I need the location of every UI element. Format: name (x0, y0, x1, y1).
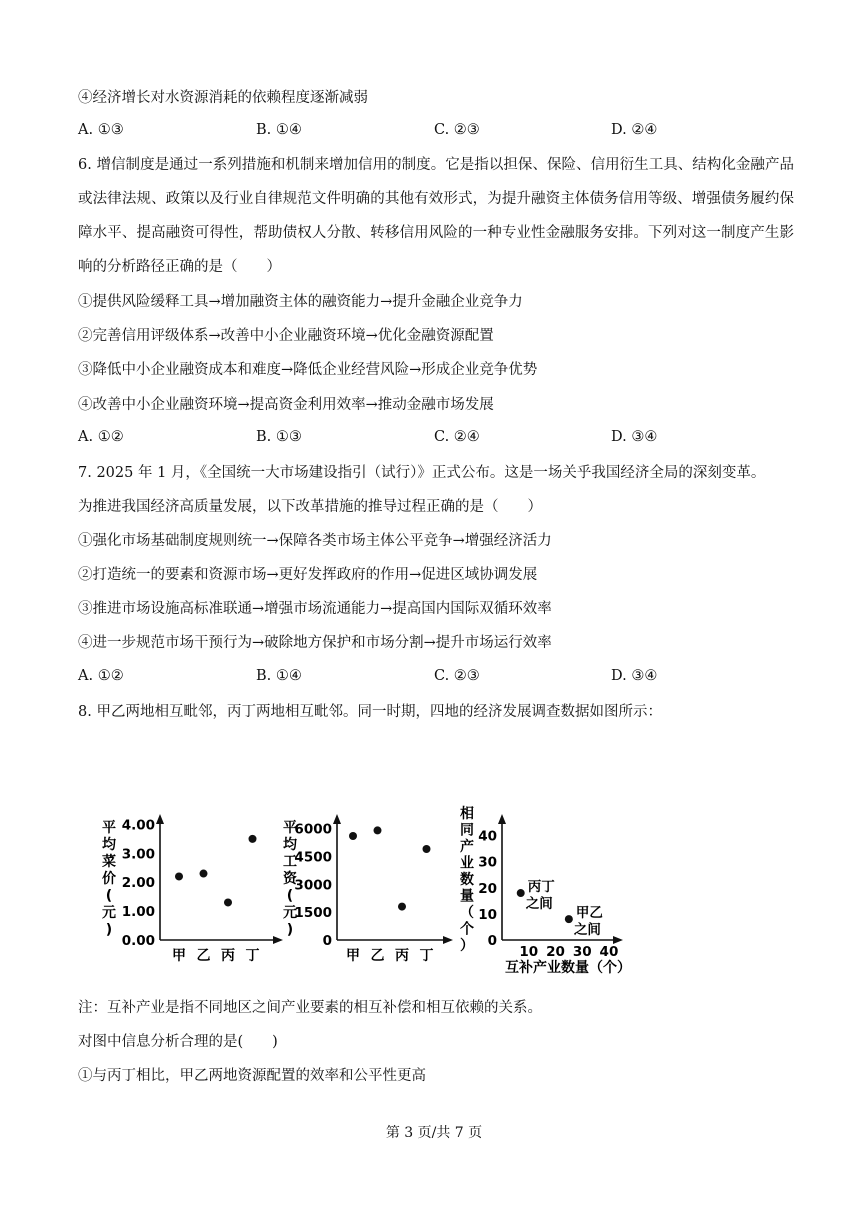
q7-option-d: D. ③④ (611, 668, 658, 684)
chart1-category-label: 丁 (245, 948, 260, 964)
chart-vegetable-price (95, 800, 285, 975)
chart3-ylabel (460, 805, 474, 954)
chart1-point (175, 872, 183, 880)
chart3-x-arrow (613, 936, 623, 944)
q6-option-b: B. ①③ (256, 429, 302, 445)
chart2-ylabel-char: 工 (283, 854, 297, 870)
chart3-point-label: 丙丁 (527, 879, 555, 896)
chart3-ytick-label: 20 (478, 880, 497, 897)
chart2-ylabel-char: 元 (283, 905, 297, 921)
q6-item-3: ③降低中小企业融资成本和难度→降低企业经营风险→形成企业竞争优势 (78, 362, 538, 378)
chart3-xtick-label: 20 (546, 944, 565, 960)
chart3-xtick-label: 10 (519, 944, 539, 960)
q8-stem: 8. 甲乙两地相互毗邻，丙丁两地相互毗邻。同一时期，四地的经济发展调查数据如图所示： (78, 704, 662, 720)
q8-note: 注：互补产业是指不同地区之间产业要素的相互补偿和相互依赖的关系。 (78, 1000, 542, 1016)
chart3-ytick-label: 30 (478, 854, 497, 871)
q6-item-1: ①提供风险缓释工具→增加融资主体的融资能力→提升金融企业竞争力 (78, 294, 523, 310)
chart3-ylabel-char: 产 (460, 839, 474, 855)
chart2-category-label: 丙 (395, 948, 409, 964)
chart3-ylabel-char: 量 (460, 888, 474, 905)
q7-option-a: A. ①② (78, 668, 124, 684)
chart1-ylabel (102, 819, 117, 938)
chart2-ytick-label: 6000 (294, 821, 332, 838)
q6-option-d: D. ③④ (611, 429, 658, 445)
chart1-ylabel-char: 均 (102, 837, 116, 853)
chart3-point-label: 之间 (525, 896, 553, 913)
chart2-point (398, 903, 406, 911)
chart1-ytick-label: 4.00 (121, 817, 155, 834)
chart3-point (565, 915, 573, 923)
q6-item-4: ④改善中小企业融资环境→提高资金利用效率→推动金融市场发展 (78, 397, 494, 413)
q7-stem-line-1: 7. 2025 年 1 月，《全国统一大市场建设指引（试行）》正式公布。这是一场关乎我国经济全局的深刻变革。 (78, 465, 766, 481)
chart1-y-arrow (156, 814, 164, 824)
chart3-ylabel-char: （ (460, 905, 474, 921)
chart3-xtick-label: 40 (599, 944, 619, 960)
chart1-ytick-label: 2.00 (121, 875, 155, 892)
chart2-category-label: 丁 (419, 948, 434, 964)
q5-option-c: C. ②③ (434, 122, 480, 138)
chart3-y-arrow (498, 814, 506, 824)
q7-option-b: B. ①④ (256, 668, 302, 684)
chart1-category-label: 甲 (172, 948, 186, 964)
q6-option-c: C. ②④ (434, 429, 480, 445)
chart3-point (517, 889, 525, 897)
q7-option-c: C. ②③ (434, 668, 480, 684)
q6-options (78, 429, 798, 449)
chart2-ytick-label: 0 (322, 933, 332, 949)
chart2-ytick-label: 3000 (294, 877, 332, 894)
chart1-ylabel-char: 菜 (102, 854, 116, 870)
chart3-ytick-label: 10 (478, 906, 497, 923)
q6-stem: 6. 增信制度是通过一系列措施和机制来增加信用的制度。它是指以担保、保险、信用衍生工具、结构化金融产品或法律法规、政策以及行业自律规范文件明确的其他有效形式，为提升融资主体债务信用等级、增强债务履约保障水平、提高融资可得性，帮助债权人分散、转移信用风险的一种专业性金融服务安排。下列对这一制度产生影响的分析路径正确的是（ ） (78, 157, 794, 275)
chart2-point (423, 845, 431, 853)
q5-option-a: A. ①③ (78, 122, 124, 138)
q5-option-b: B. ①④ (256, 122, 302, 138)
chart3-ylabel-char: 个 (460, 921, 474, 938)
chart1-point (249, 835, 257, 843)
q7-item-2: ②打造统一的要素和资源市场→更好发挥政府的作用→促进区域协调发展 (78, 567, 538, 583)
q7-item-3: ③推进市场设施高标准联通→增强市场流通能力→提高国内国际双循环效率 (78, 601, 552, 617)
q7-stem-line-2: 为推进我国经济高质量发展，以下改革措施的推导过程正确的是（ ） (78, 499, 542, 515)
chart-average-wage (280, 800, 455, 975)
chart1-ytick-label: 3.00 (121, 846, 155, 863)
chart1-ytick-label: 1.00 (121, 904, 155, 921)
q5-options (78, 122, 798, 142)
q7-options (78, 668, 798, 688)
chart1-ylabel-char: ( (105, 888, 113, 904)
chart1-ylabel-char: 价 (102, 871, 116, 887)
chart1-category-label: 丙 (221, 948, 235, 964)
q7-item-1: ①强化市场基础制度规则统一→保障各类市场主体公平竞争→增强经济活力 (78, 533, 552, 549)
q6-item-2: ②完善信用评级体系→改善中小企业融资环境→优化金融资源配置 (78, 328, 494, 344)
chart1-ytick-label: 0.00 (121, 933, 155, 949)
q5-item-4: ④经济增长对水资源消耗的依赖程度逐渐减弱 (78, 90, 368, 106)
chart1-ylabel-char: 元 (102, 905, 116, 921)
chart3-ytick-label: 40 (478, 828, 497, 845)
chart1-point (200, 870, 208, 878)
chart3-ylabel-char: 相 (460, 806, 474, 822)
chart2-ylabel-char: ( (286, 888, 294, 904)
chart3-xtick-label: 30 (572, 944, 592, 960)
chart2-category-label: 甲 (346, 948, 360, 964)
chart1-category-label: 乙 (196, 948, 211, 964)
q6-option-a: A. ①② (78, 429, 124, 445)
chart2-x-arrow (443, 936, 453, 944)
chart-industry-count (455, 800, 655, 980)
chart3-ytick-label: 0 (487, 933, 497, 949)
q8-item-1: ①与丙丁相比，甲乙两地资源配置的效率和公平性更高 (78, 1068, 426, 1084)
chart3-ylabel-char: 业 (460, 855, 474, 872)
chart2-category-label: 乙 (370, 948, 385, 964)
chart3-ylabel-char: 同 (460, 822, 474, 839)
chart2-ylabel-char: 均 (283, 837, 297, 853)
chart3-point-label: 甲乙 (575, 905, 603, 922)
chart2-ylabel-char: 平 (283, 820, 297, 836)
chart3-ylabel-char: 数 (460, 872, 474, 888)
chart2-point (374, 826, 382, 834)
chart1-ylabel-char: 平 (102, 820, 116, 836)
chart2-point (349, 832, 357, 840)
chart3-point-label: 之间 (573, 922, 601, 939)
chart2-y-arrow (333, 814, 341, 824)
chart2-ylabel-char: 资 (283, 871, 297, 887)
chart1-point (224, 898, 232, 906)
q5-option-d: D. ②④ (611, 122, 658, 138)
chart2-ytick-label: 4500 (294, 849, 332, 866)
q7-item-4: ④进一步规范市场干预行为→破除地方保护和市场分割→提升市场运行效率 (78, 635, 552, 651)
chart1-ylabel-char: ) (105, 922, 113, 938)
page-footer: 第 3 页/共 7 页 (385, 1125, 483, 1141)
chart3-xlabel: 互补产业数量（个） (505, 960, 631, 976)
chart3-ylabel-char: ） (460, 938, 474, 954)
chart2-ylabel-char: ) (286, 922, 294, 938)
chart2-ytick-label: 1500 (294, 905, 332, 922)
q8-question: 对图中信息分析合理的是( ) (78, 1034, 278, 1050)
